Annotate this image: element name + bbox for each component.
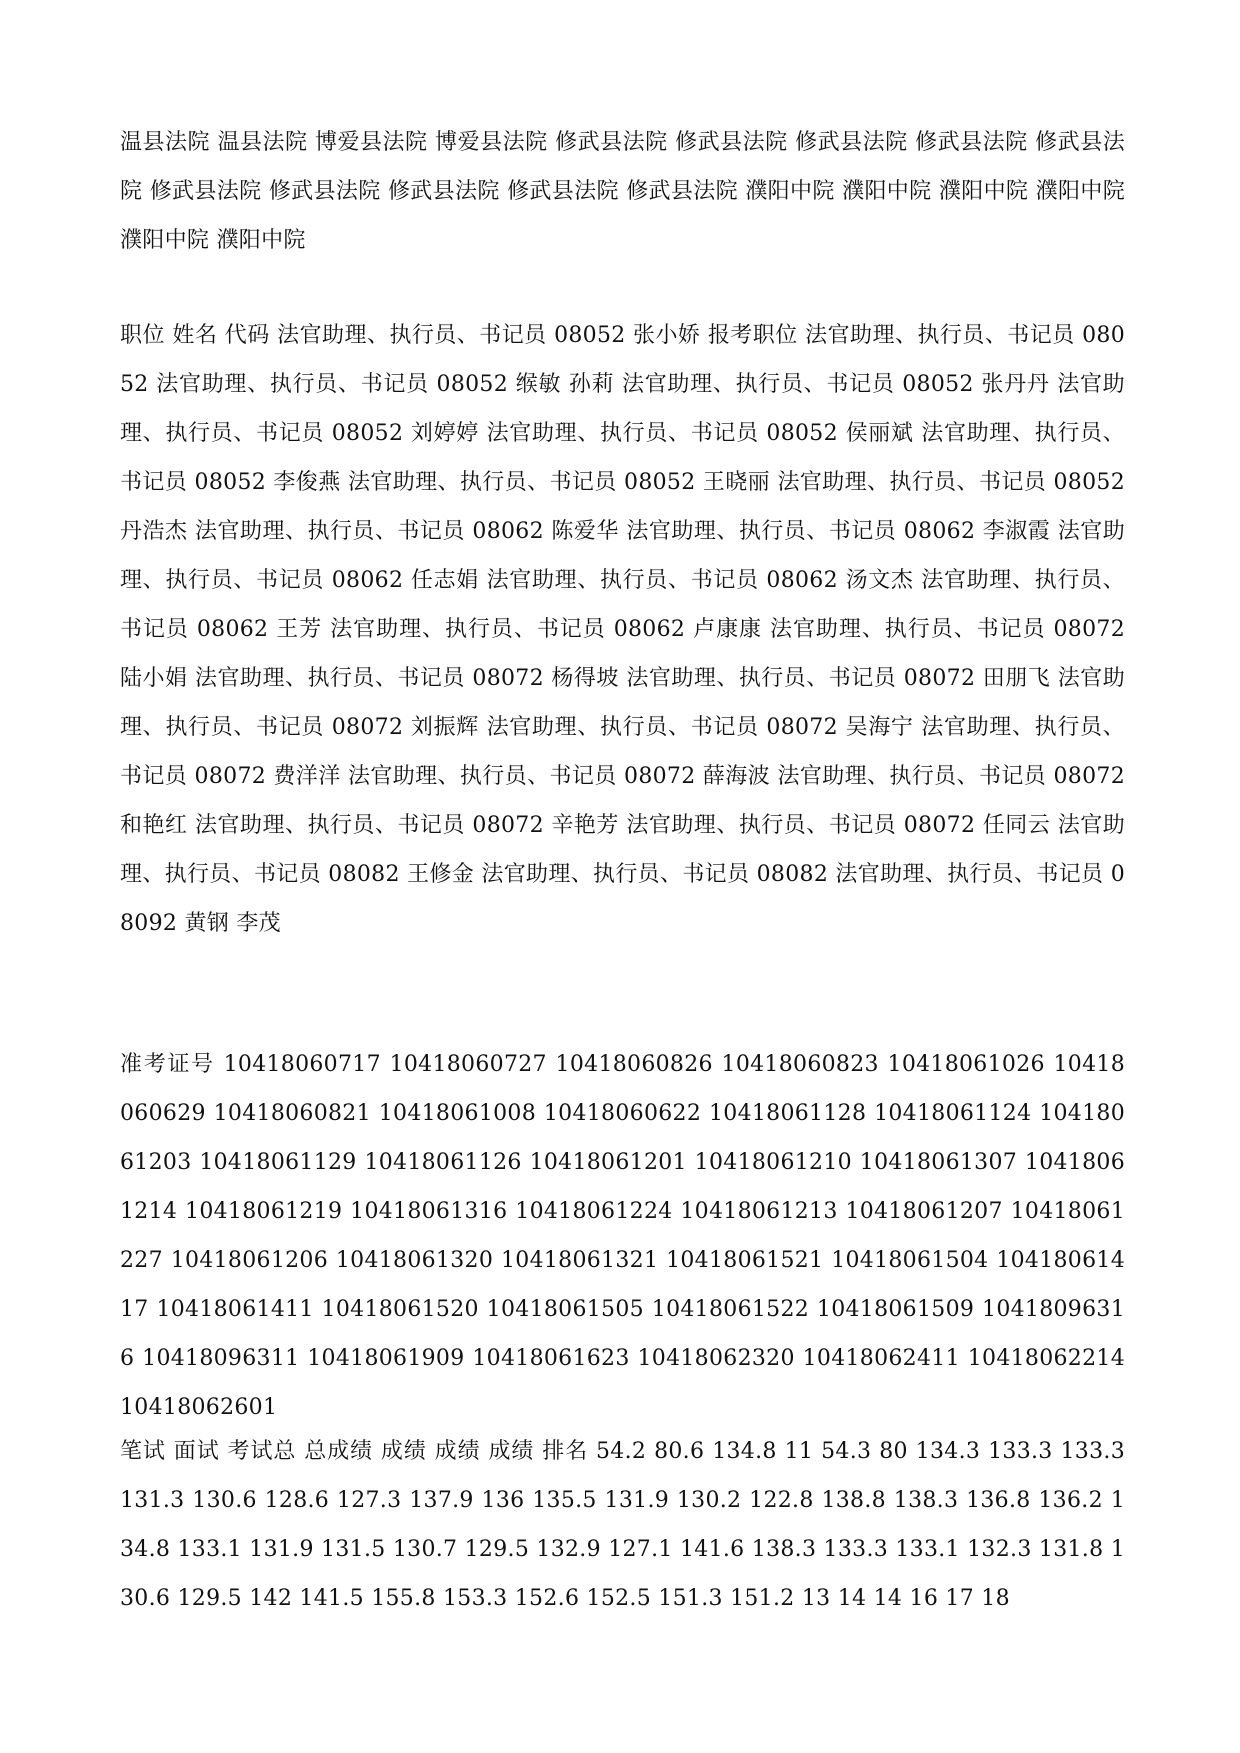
scores-paragraph: 笔试 面试 考试总 总成绩 成绩 成绩 成绩 排名 54.2 80.6 134.8 11 54.3 80 134.3 133.3 133.3 131.3 130.6 128.6 127.3 137.9 136 135.5 131.9 130.2 122.8 138.8 138.3 136.8 136.2 134.8 133.1 131.9 131.5 130.7 129.5 132.9 127.1 141.6 138.3 133.3 133.1 132.3 131.8 130.6 129.5 142 141.5 155.8 153.3 152.6 152.5 151.3 151.2 13 14 14 16 17 18 — [120, 1439, 1125, 1611]
positions-names-paragraph: 职位 姓名 代码 法官助理、执行员、书记员 08052 张小娇 报考职位 法官助理、执行员、书记员 08052 法官助理、执行员、书记员 08052 缑敏 孙莉 法官助理、执行员、书记员 08052 张丹丹 法官助理、执行员、书记员 08052 刘婷婷 法官助理、执行员、书记员 08052 侯丽斌 法官助理、执行员、书记员 08052 李俊燕 法官助理、执行员、书记员 08052 王晓丽 法官助理、执行员、书记员 08052 丹浩杰 法官助理、执行员、书记员 08062 陈爱华 法官助理、执行员、书记员 08062 李淑霞 法官助理、执行员、书记员 08062 任志娟 法官助理、执行员、书记员 08062 汤文杰 法官助理、执行员、书记员 08062 王芳 法官助理、执行员、书记员 08062 卢康康 法官助理、执行员、书记员 08072 陆小娟 法官助理、执行员、书记员 08072 杨得坡 法官助理、执行员、书记员 08072 田朋飞 法官助理、执行员、书记员 08072 刘振辉 法官助理、执行员、书记员 08072 吴海宁 法官助理、执行员、书记员 08072 费洋洋 法官助理、执行员、书记员 08072 薛海波 法官助理、执行员、书记员 08072 和艳红 法官助理、执行员、书记员 08072 辛艳芳 法官助理、执行员、书记员 08072 任同云 法官助理、执行员、书记员 08082 王修金 法官助理、执行员、书记员 08082 法官助理、执行员、书记员 08092 黄钢 李茂 — [120, 323, 1125, 936]
exam-ids-paragraph: 准考证号 10418060717 10418060727 10418060826 10418060823 10418061026 10418060629 10418060821 10418061008 10418060622 10418061128 10418061124 10418061203 10418061129 10418061126 10418061201 10418061210 10418061307 10418061214 10418061219 10418061316 10418061224 10418061213 10418061207 10418061227 10418061206 10418061320 10418061321 10418061521 10418061504 10418061417 10418061411 10418061520 10418061505 10418061522 10418061509 10418096316 10418096311 10418061909 10418061623 10418062320 10418062411 10418062214 10418062601 — [120, 1052, 1125, 1420]
courts-paragraph: 温县法院 温县法院 博爱县法院 博爱县法院 修武县法院 修武县法院 修武县法院 修武县法院 修武县法院 修武县法院 修武县法院 修武县法院 修武县法院 修武县法院 濮阳中院 濮阳中院 濮阳中院 濮阳中院 濮阳中院 濮阳中院 — [120, 130, 1125, 253]
